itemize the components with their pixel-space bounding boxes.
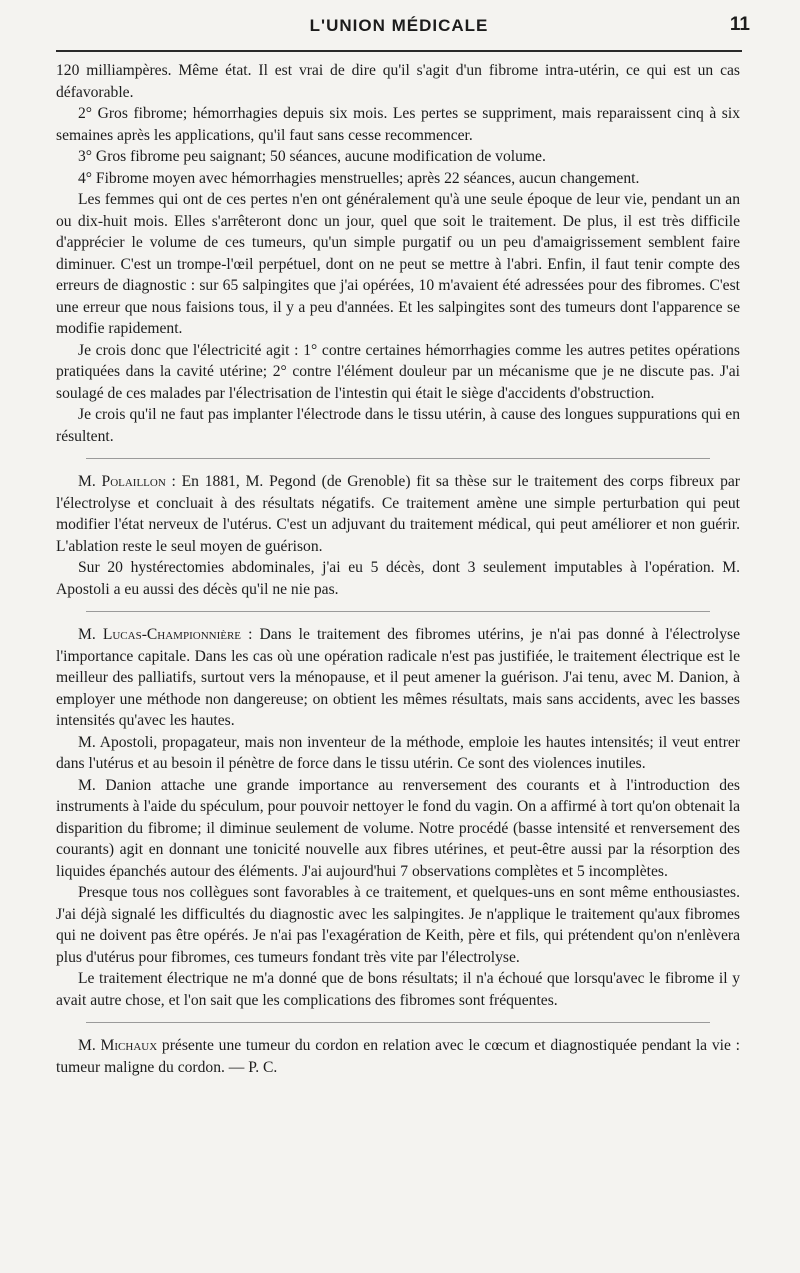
paragraph-text: Dans le traitement des fibromes utérins, je n'ai pas donné à l'électrolyse l'importance capitale. Dans les cas où une opération radicale n'est pas justifiée, le traitement électrique est le meilleur des palliatifs, surtout vers la ménopause, et il peut amener la guérison. J'ai tenu, avec M. Danion, à employer une méthode non dangereuse; on obtient les mêmes résultats, mais sans accidents, avec les basses intensités qu'avec les hautes. [56,626,741,729]
page-header [56,12,750,52]
section-divider [86,458,710,459]
paragraph: Je crois qu'il ne faut pas implanter l'électrode dans le tissu utérin, à cause des longues suppurations qui en résultent. [56,406,740,445]
paragraph: M. Danion attache une grande importance au renversement des courants et à l'introduction des instruments à l'aide du spéculum, pour pouvoir nettoyer le fond du vagin. On a affirmé à tort qu'on obtenait la disparition du fibrome; il diminue seulement de volume. Notre procédé (basse intensité et renversement des courants) agit en donnant une tonicité nouvelle aux fibres utérines, et peut-être aussi par la résorption des liquides épanchés autour des éléments. J'ai aujourd'hui 7 observations complètes et 5 incomplètes. [56,776,740,880]
paragraph: 4° Fibrome moyen avec hémorrhagies menstruelles; après 22 séances, aucun changement. [78,169,640,187]
paragraph [56,1035,740,1078]
paragraph-text: présente une tumeur du cordon en relation avec le cœcum et diagnostiquée pendant la vie : tumeur maligne du cordon. — P. C. [56,1037,740,1076]
section-divider [86,1022,710,1023]
paragraph: 3° Gros fibrome peu saignant; 50 séances, aucune modification de volume. [78,148,546,165]
paragraph [56,471,740,557]
paragraph [56,624,740,732]
paragraph: Les femmes qui ont de ces pertes n'en ont généralement qu'à une seule époque de leur vie, pendant un an ou dix-huit mois. Elles s'arrêteront donc un jour, quel que soit le traitement. De plus, il est très difficile d'apprécier le volume de ces tumeurs, qu'un simple purgatif ou un peu d'amaigrissement semblent faire diminuer. C'est un trompe-l'œil perpétuel, dont on ne peut se mettre à l'abri. Enfin, il faut tenir compte des erreurs de diagnostic : sur 65 salpingites que j'ai opérées, 10 m'avaient été adressées pour des fibromes. C'est une erreur que nous faisions tous, il y a peu d'années. Et les salpingites sont des tumeurs dont l'apparence se modifie rapidement. [56,191,740,337]
paragraph: Sur 20 hystérectomies abdominales, j'ai eu 5 décès, dont 3 seulement imputables à l'opération. M. Apostoli a eu aussi des décès qu'il ne nie pas. [56,559,740,598]
section-divider [86,611,710,612]
paragraph: M. Apostoli, propagateur, mais non inventeur de la méthode, emploie les hautes intensités; il veut entrer dans l'utérus et au besoin il pénètre de force dans le tissu utérin. Ce sont des violences inutiles. [56,733,740,772]
paragraph: Je crois donc que l'électricité agit : 1° contre certaines hémorrhagies comme les autres petites opérations pratiquées dans la cavité utérine; 2° contre l'élément douleur par un mécanisme que je ne discute pas. J'ai soulagé de ces malades par l'électrisation de l'intestin qui était le siège d'accidents d'obstruction. [56,341,740,402]
speaker-name: M. Michaux [78,1037,158,1054]
paragraph: Presque tous nos collègues sont favorables à ce traitement, et quelques-uns en sont même enthousiastes. J'ai déjà signalé les difficultés du diagnostic avec les salpingites. Je n'applique le traitement qu'aux fibromes qui ne doivent pas être opérés. Je n'ai pas l'exagération de Keith, père et fils, qui prétendent qu'on n'enlèvera plus d'utérus pour fibromes, ces tumeurs fondant très vite par l'électrolyse. [56,884,740,966]
article-body [56,60,740,1078]
paragraph: 120 milliampères. Même état. Il est vrai de dire qu'il s'agit d'un fibrome intra-utérin, ce qui est un cas défavorable. [56,62,740,101]
paragraph-text: En 1881, M. Pegond (de Grenoble) fit sa thèse sur le traitement des corps fibreux par l'électrolyse et concluait à des résultats négatifs. Ce traitement amène une simple perturbation qui peut modifier l'état nerveux de l'utérus. C'est un adjuvant du traitement médical, qui peut améliorer et non guérir. L'ablation reste le seul moyen de guérison. [56,473,740,555]
page-number: 11 [729,14,750,35]
paragraph: 2° Gros fibrome; hémorrhagies depuis six mois. Les pertes se suppriment, mais reparaissent cinq à six semaines après les applications, qu'il faut sans cesse recommencer. [56,105,740,144]
paragraph: Le traitement électrique ne m'a donné que de bons résultats; il n'a échoué que lorsqu'avec le fibrome il y avait autre chose, et l'on sait que les complications des fibromes sont fréquentes. [56,970,740,1009]
speaker-name: M. Polaillon : [78,473,176,490]
speaker-name: M. Lucas-Championnière : [78,626,253,643]
running-title: L'UNION MÉDICALE [309,16,489,35]
